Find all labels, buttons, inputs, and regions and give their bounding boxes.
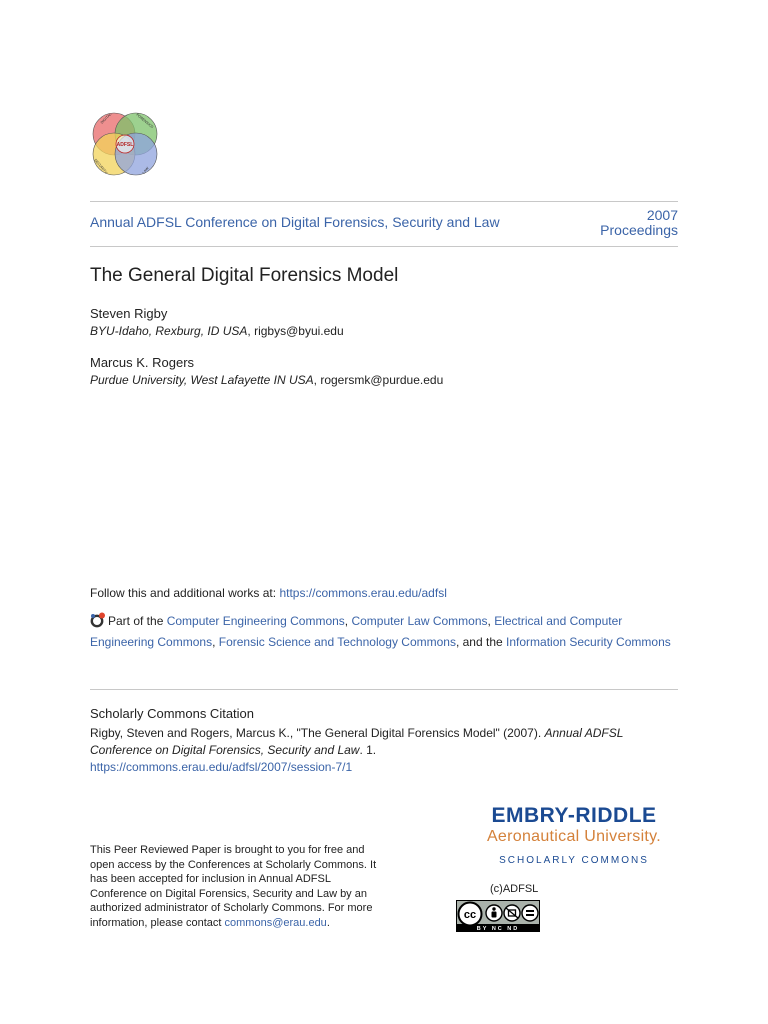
creative-commons-license-badge[interactable] <box>456 900 540 932</box>
conference-series-link[interactable]: Annual ADFSL Conference on Digital Forensics, Security and Law <box>90 214 500 230</box>
erau-subtitle: Aeronautical University. <box>486 828 662 845</box>
author-name-2: Marcus K. Rogers <box>90 355 195 370</box>
separator: , <box>487 614 495 628</box>
adfsl-logo <box>88 106 162 182</box>
follow-url-link[interactable]: https://commons.erau.edu/adfsl <box>279 586 447 600</box>
author-affiliation-2 <box>90 373 443 387</box>
author-email-1: , rigbys@byui.edu <box>247 324 344 338</box>
citation-rule <box>90 689 678 690</box>
cc-terms: BY NC ND <box>476 926 520 932</box>
contact-email-link[interactable]: commons@erau.edu <box>224 916 327 929</box>
author-name-1: Steven Rigby <box>90 306 168 321</box>
proceedings-label: Proceedings <box>600 222 678 238</box>
citation-text: Rigby, Steven and Rogers, Marcus K., "The General Digital Forensics Model" (2007). <box>90 726 545 740</box>
author-institution-1: BYU-Idaho, Rexburg, ID USA <box>90 324 248 338</box>
citation-journal: Annual ADFSL Conference on Digital Forensics, Security and Law <box>90 726 624 757</box>
author-email-2: , rogersmk@purdue.edu <box>313 373 444 387</box>
author-affiliation-1 <box>90 324 344 338</box>
peer-note-text: This Peer Reviewed Paper is brought to you for free and open access by the Conferences at Scholarly Commons. It has been accepted for inclusion in Annual ADFSL Conference on Digital Forensics, Security and Law by an authorized administrator of Scholarly Commons. For more information, please contact <box>90 844 377 929</box>
logo-word-security: SECURITY <box>93 158 108 175</box>
logo-word-digital: DIGITAL <box>99 112 113 125</box>
proceedings-year-link[interactable] <box>558 208 678 238</box>
citation-text-end: . 1. <box>359 743 377 757</box>
citation-url-link[interactable]: https://commons.erau.edu/adfsl/2007/session-7/1 <box>90 760 353 774</box>
separator: , <box>344 614 352 628</box>
network-icon <box>90 612 106 628</box>
proceedings-year: 2007 <box>646 207 678 223</box>
citation-body <box>90 725 680 776</box>
erau-name: EMBRY-RIDDLE <box>491 804 657 827</box>
part-of-disciplines <box>90 611 680 653</box>
peer-review-note <box>90 843 380 931</box>
cc-label: cc <box>463 909 477 921</box>
link-forensic-science-technology-commons[interactable]: Forensic Science and Technology Commons <box>218 635 456 649</box>
link-information-security-commons[interactable]: Information Security Commons <box>506 635 671 649</box>
logo-word-forensics: FORENSICS <box>135 112 154 130</box>
erau-scholarly-commons: SCHOLARLY COMMONS <box>499 855 649 866</box>
follow-line <box>90 586 447 600</box>
follow-prefix: Follow this and additional works at: <box>90 586 280 600</box>
author-institution-2: Purdue University, West Lafayette IN USA <box>90 373 314 387</box>
citation-heading: Scholarly Commons Citation <box>90 706 255 721</box>
link-computer-law-commons[interactable]: Computer Law Commons <box>351 614 488 628</box>
logo-center-text: ADFSL <box>116 142 134 148</box>
and-the-text: , and the <box>455 635 507 649</box>
erau-scholarly-commons-logo[interactable] <box>466 804 682 866</box>
logo-word-law: LAW <box>141 166 150 175</box>
separator: , <box>212 635 219 649</box>
header-rule-bottom <box>90 246 678 247</box>
paper-title: The General Digital Forensics Model <box>90 265 399 286</box>
part-of-prefix: Part of the <box>108 614 167 628</box>
header-rule-top <box>90 201 678 202</box>
copyright-notice: (c)ADFSL <box>490 883 539 895</box>
link-computer-engineering-commons[interactable]: Computer Engineering Commons <box>166 614 345 628</box>
peer-note-end: . <box>326 916 330 929</box>
link-electrical-computer-engineering-commons[interactable]: Electrical and Computer Engineering Commons <box>90 614 623 649</box>
nd-icon <box>522 905 538 921</box>
